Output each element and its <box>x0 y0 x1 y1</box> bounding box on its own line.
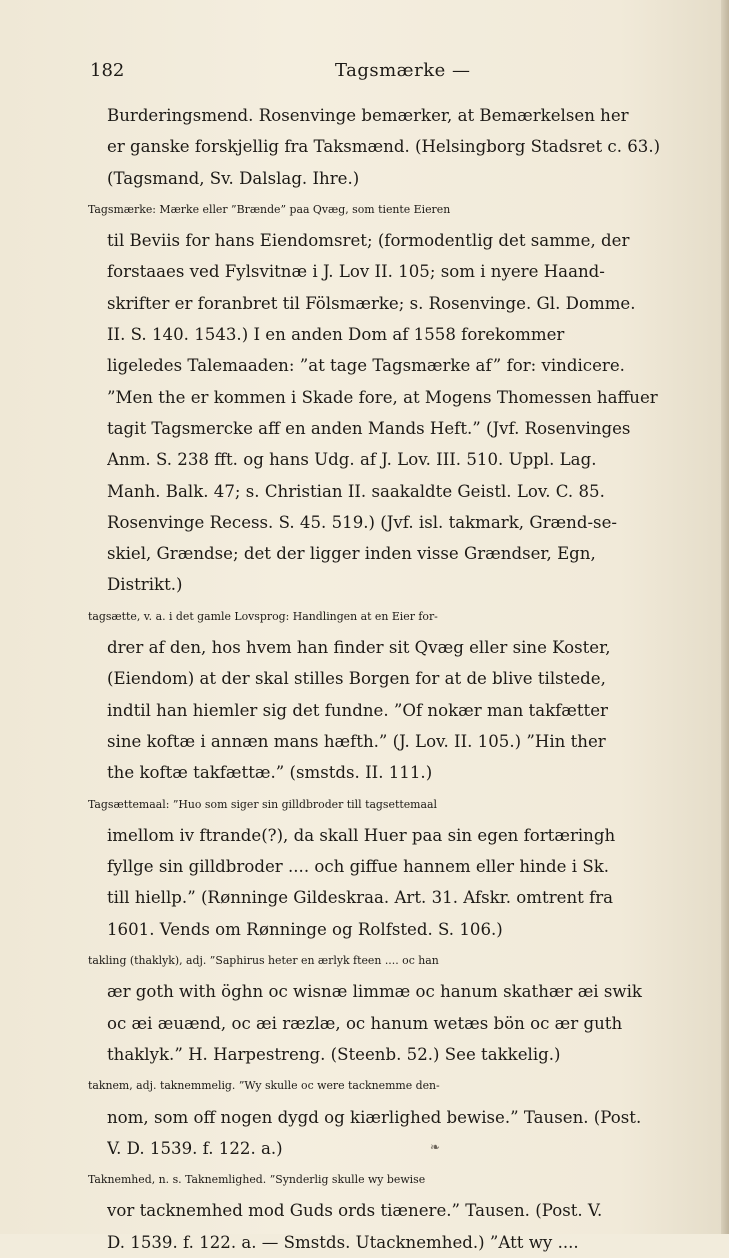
entry-tagsaette: tagsætte, v. a. i det gamle Lovsprog: Handlingen at en Eier for- <box>88 609 438 623</box>
text-line: thaklyk.” H. Harpestreng. (Steenb. 52.) See takkelig.) <box>107 1044 561 1064</box>
text-line: Manh. Balk. 47; s. Christian II. saakaldte Geistl. Lov. C. 85. <box>107 481 605 501</box>
entry-taknem: taknem, adj. taknemmelig. ”Wy skulle oc were tacknemme den- <box>88 1079 440 1093</box>
text-line: nom, som off nogen dygd og kiærlighed bewise.” Tausen. (Post. <box>107 1107 642 1127</box>
running-title: Tagsmærke — <box>335 60 471 81</box>
text-line: the koftæ takfættæ.” (smstds. II. 111.) <box>107 763 433 783</box>
text-line: ”Men the er kommen i Skade fore, at Mogens Thomessen haffuer <box>107 387 658 407</box>
text-line: Anm. S. 238 fft. og hans Udg. af J. Lov. III. 510. Uppl. Lag. <box>107 450 597 470</box>
entry-tagsaettemaal: Tagsættemaal: ”Huo som siger sin gilldbroder till tagsettemaal <box>88 797 437 811</box>
text-line: er ganske forskjellig fra Taksmænd. (Helsingborg Stadsret c. 63.) <box>107 137 661 157</box>
text-line: sine koftæ i annæn mans hæfth.” (J. Lov. II. 105.) ”Hin ther <box>107 731 606 751</box>
text-line: ær goth with öghn oc wisnæ limmæ oc hanum skathær æi swik <box>107 982 642 1002</box>
text-line: Rosenvinge Recess. S. 45. 519.) (Jvf. isl. takmark, Grænd-se- <box>107 512 617 532</box>
text-line: V. D. 1539. f. 122. a.) <box>107 1138 283 1158</box>
dictionary-text <box>88 100 697 1258</box>
page-number: 182 <box>90 60 125 81</box>
entry-taknemhed: Taknemhed, n. s. Taknemlighed. ”Synderlig skulle wy bewise <box>88 1173 426 1187</box>
text-line: indtil han hiemler sig det fundne. ”Of nokær man takfætter <box>107 700 608 720</box>
text-line: fyllge sin gilldbroder .... och giffue hannem eller hinde i Sk. <box>107 857 610 877</box>
text-line: skiel, Grændse; det der ligger inden visse Grændser, Egn, <box>107 544 596 564</box>
text-line: imellom iv ftrande(?), da skall Huer paa sin egen fortæringh <box>107 825 616 845</box>
printer-mark: ❧ <box>430 1140 441 1154</box>
text-line: ligeledes Talemaaden: ”at tage Tagsmærke af” for: vindicere. <box>107 356 625 376</box>
entry-takling: takling (thaklyk), adj. ”Saphirus heter en ærlyk fteen .... oc han <box>88 954 439 968</box>
text-line: (Eiendom) at der skal stilles Borgen for at de blive tilstede, <box>107 669 606 689</box>
text-line: D. 1539. f. 122. a. — Smstds. Utacknemhed.) ”Att wy .... <box>107 1232 579 1252</box>
page-header <box>90 60 630 90</box>
text-line: till hiellp.” (Rønninge Gildeskraa. Art. 31. Afskr. omtrent fra <box>107 888 614 908</box>
text-line: tagit Tagsmercke aff en anden Mands Heft.” (Jvf. Rosenvinges <box>107 418 631 438</box>
page-edge <box>721 0 729 1234</box>
text-line: II. S. 140. 1543.) I en anden Dom af 1558 forekommer <box>107 325 565 345</box>
text-line: Distrikt.) <box>107 575 183 595</box>
text-line: 1601. Vends om Rønninge og Rolfsted. S. 106.) <box>107 919 503 939</box>
text-line: (Tagsmand, Sv. Dalslag. Ihre.) <box>107 168 360 188</box>
text-line: vor tacknemhed mod Guds ords tiænere.” Tausen. (Post. V. <box>107 1201 603 1221</box>
text-line: Burderingsmend. Rosenvinge bemærker, at Bemærkelsen her <box>107 106 629 125</box>
text-line: til Beviis for hans Eiendomsret; (formodentlig det samme, der <box>107 231 630 251</box>
entry-tagsmaerke: Tagsmærke: Mærke eller ”Brænde” paa Qvæg, som tiente Eieren <box>88 202 451 216</box>
text-line: oc æi æuænd, oc æi ræzlæ, oc hanum wetæs bön oc ær guth <box>107 1013 623 1033</box>
text-line: drer af den, hos hvem han finder sit Qvæg eller sine Koster, <box>107 638 611 658</box>
text-line: forstaaes ved Fylsvitnæ i J. Lov II. 105; som i nyere Haand- <box>107 262 605 282</box>
text-line: skrifter er foranbret til Fölsmærke; s. Rosenvinge. Gl. Domme. <box>107 293 636 313</box>
